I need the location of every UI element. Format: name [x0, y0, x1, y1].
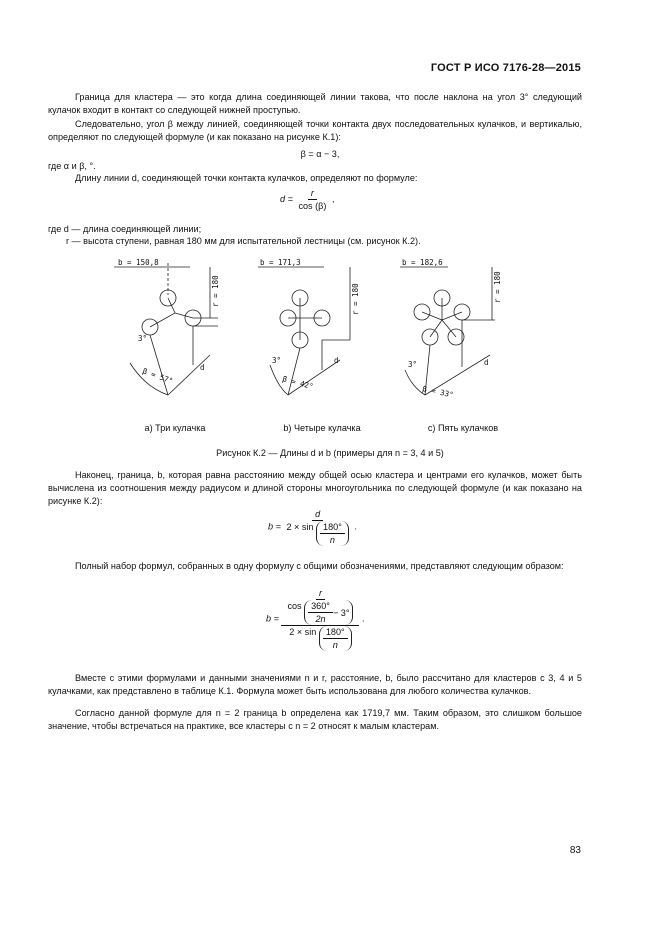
paragraph-beta-angle: Следовательно, угол β между линией, соединяющей точки контакта двух последовательных кулачков, и вертикалью, определяют по следующей формуле (и как показано на рисунке К.1):	[48, 119, 582, 143]
where-r: r — высота ступени, равная 180 мм для испытательной лестницы (см. рисунок К.2).	[66, 236, 421, 246]
panel-c-d-label: d	[484, 358, 489, 367]
formula-full-cos: cos	[287, 601, 302, 611]
panel-a-r-label: r = 180	[211, 275, 220, 307]
paragraph-n2: Согласно данной формуле для n = 2 граница b определена как 1719,7 мм. Таким образом, это слишком большое значение, чтобы встречаться на практике, все кластеры с n = 2 относят к малым кластерам.	[48, 708, 582, 732]
formula-full-sin-fraction	[323, 626, 348, 651]
formula-full	[266, 587, 416, 651]
panel-b-r-label: r = 180	[351, 283, 360, 315]
paragraph-length-d: Длину линии d, соединяющей точки контакта кулачков, определяют по формуле:	[75, 173, 418, 183]
panel-b-beta-label: β = 42°	[281, 374, 315, 392]
formula-full-sin-paren	[319, 626, 352, 651]
formula-full-cos-num: 360°	[308, 600, 333, 613]
formula-b-lhs: b =	[268, 521, 281, 532]
formula-b-fraction	[283, 508, 351, 546]
formula-d-denominator: cos (β)	[298, 201, 327, 211]
panel-c-alpha-label: 3°	[408, 360, 418, 369]
formula-full-sin-den: n	[332, 640, 338, 650]
caption-panel-b: b) Четыре кулачка	[283, 423, 361, 433]
caption-panel-a: a) Три кулачка	[144, 423, 206, 433]
panel-b-b-label: b = 171,3	[260, 258, 301, 267]
formula-beta-where: где α и β, °.	[48, 161, 96, 171]
paragraph-full-formula: Полный набор формул, собранных в одну формулу с общими обозначениями, представляют следующим образом:	[75, 561, 564, 571]
formula-full-cos-den: 2n	[315, 614, 326, 624]
panel-a-d-line	[168, 355, 210, 395]
figure-k2	[100, 255, 530, 425]
panel-a-beta-label: β = 57°	[141, 366, 175, 386]
paragraph-calculated: Вместе с этими формулами и данными значениями n и r, расстояние, b, было рассчитано для кластеров с 3, 4 и 5 кулачками, как представлено в таблице К.1. Формула может быть использована для любого количества кулачков.	[48, 673, 582, 697]
formula-b-inner-fraction	[320, 521, 345, 546]
formula-full-numerator	[281, 587, 359, 626]
formula-full-denominator	[286, 626, 354, 651]
panel-a-contact-line	[150, 335, 168, 395]
formula-d-lhs: d =	[280, 193, 293, 204]
paragraph-cluster-boundary: Граница для кластера — это когда длина соединяющей линии такова, что после наклона на угол 3° следующий кулачок входит в контакт со следующей нижней проступью.	[48, 92, 582, 116]
formula-d	[280, 187, 400, 212]
panel-b-d-label: d	[334, 356, 339, 365]
panel-c-b-label: b = 182,6	[402, 258, 443, 267]
panel-c-beta-label: β = 33°	[421, 384, 455, 400]
formula-b-den-prefix: 2 × sin	[286, 522, 314, 532]
formula-full-cos-fraction	[308, 600, 333, 625]
panel-b-alpha-label: 3°	[272, 356, 282, 365]
formula-full-fraction	[281, 587, 359, 651]
figure-caption: Рисунок К.2 — Длины d и b (примеры для n = 3, 4 и 5)	[216, 448, 444, 458]
formula-b-numerator: d	[312, 508, 323, 521]
panel-a-b-label: b = 150,8	[118, 258, 159, 267]
formula-b-inner-num: 180°	[320, 521, 345, 534]
formula-full-tail: .	[362, 613, 365, 624]
formula-b-paren	[316, 521, 349, 546]
formula-beta: β = α − 3,	[300, 149, 340, 159]
panel-a-alpha-label: 3°	[138, 334, 148, 343]
formula-full-sin-num: 180°	[323, 626, 348, 639]
formula-full-top-r: r	[316, 587, 325, 600]
formula-b-tail: .	[354, 521, 357, 532]
formula-b	[268, 508, 398, 546]
figure-k2-panel-b	[258, 267, 350, 395]
formula-full-cos-expr	[284, 600, 356, 625]
formula-full-lhs: b =	[266, 613, 279, 624]
caption-panel-c: c) Пять кулачков	[427, 423, 499, 433]
formula-d-fraction	[295, 187, 329, 212]
paragraph-boundary-b: Наконец, граница, b, которая равна расстоянию между общей осью кластера и центрами его кулачков, может быть вычислена из соотношения между радиусом и длиной стороны многоугольника по следующей формуле (и как показано на рисунке К.2):	[48, 470, 582, 507]
formula-d-numerator: r	[308, 187, 317, 200]
formula-full-cos-paren	[304, 600, 353, 625]
document-header: ГОСТ Р ИСО 7176-28—2015	[430, 62, 581, 74]
where-d: где d — длина соединяющей линии;	[48, 224, 202, 234]
formula-full-top-fraction	[284, 587, 356, 625]
formula-full-minus: − 3°	[332, 607, 350, 618]
formula-full-den-prefix: 2 × sin	[289, 627, 317, 637]
figure-k2-panel-c	[400, 267, 495, 395]
formula-b-inner-den: n	[329, 535, 335, 545]
formula-d-tail: ,	[331, 193, 335, 204]
formula-b-denominator	[283, 521, 351, 546]
panel-a-d-label: d	[200, 363, 205, 372]
panel-c-r-label: r = 180	[493, 271, 502, 303]
page-number: 83	[569, 845, 581, 856]
